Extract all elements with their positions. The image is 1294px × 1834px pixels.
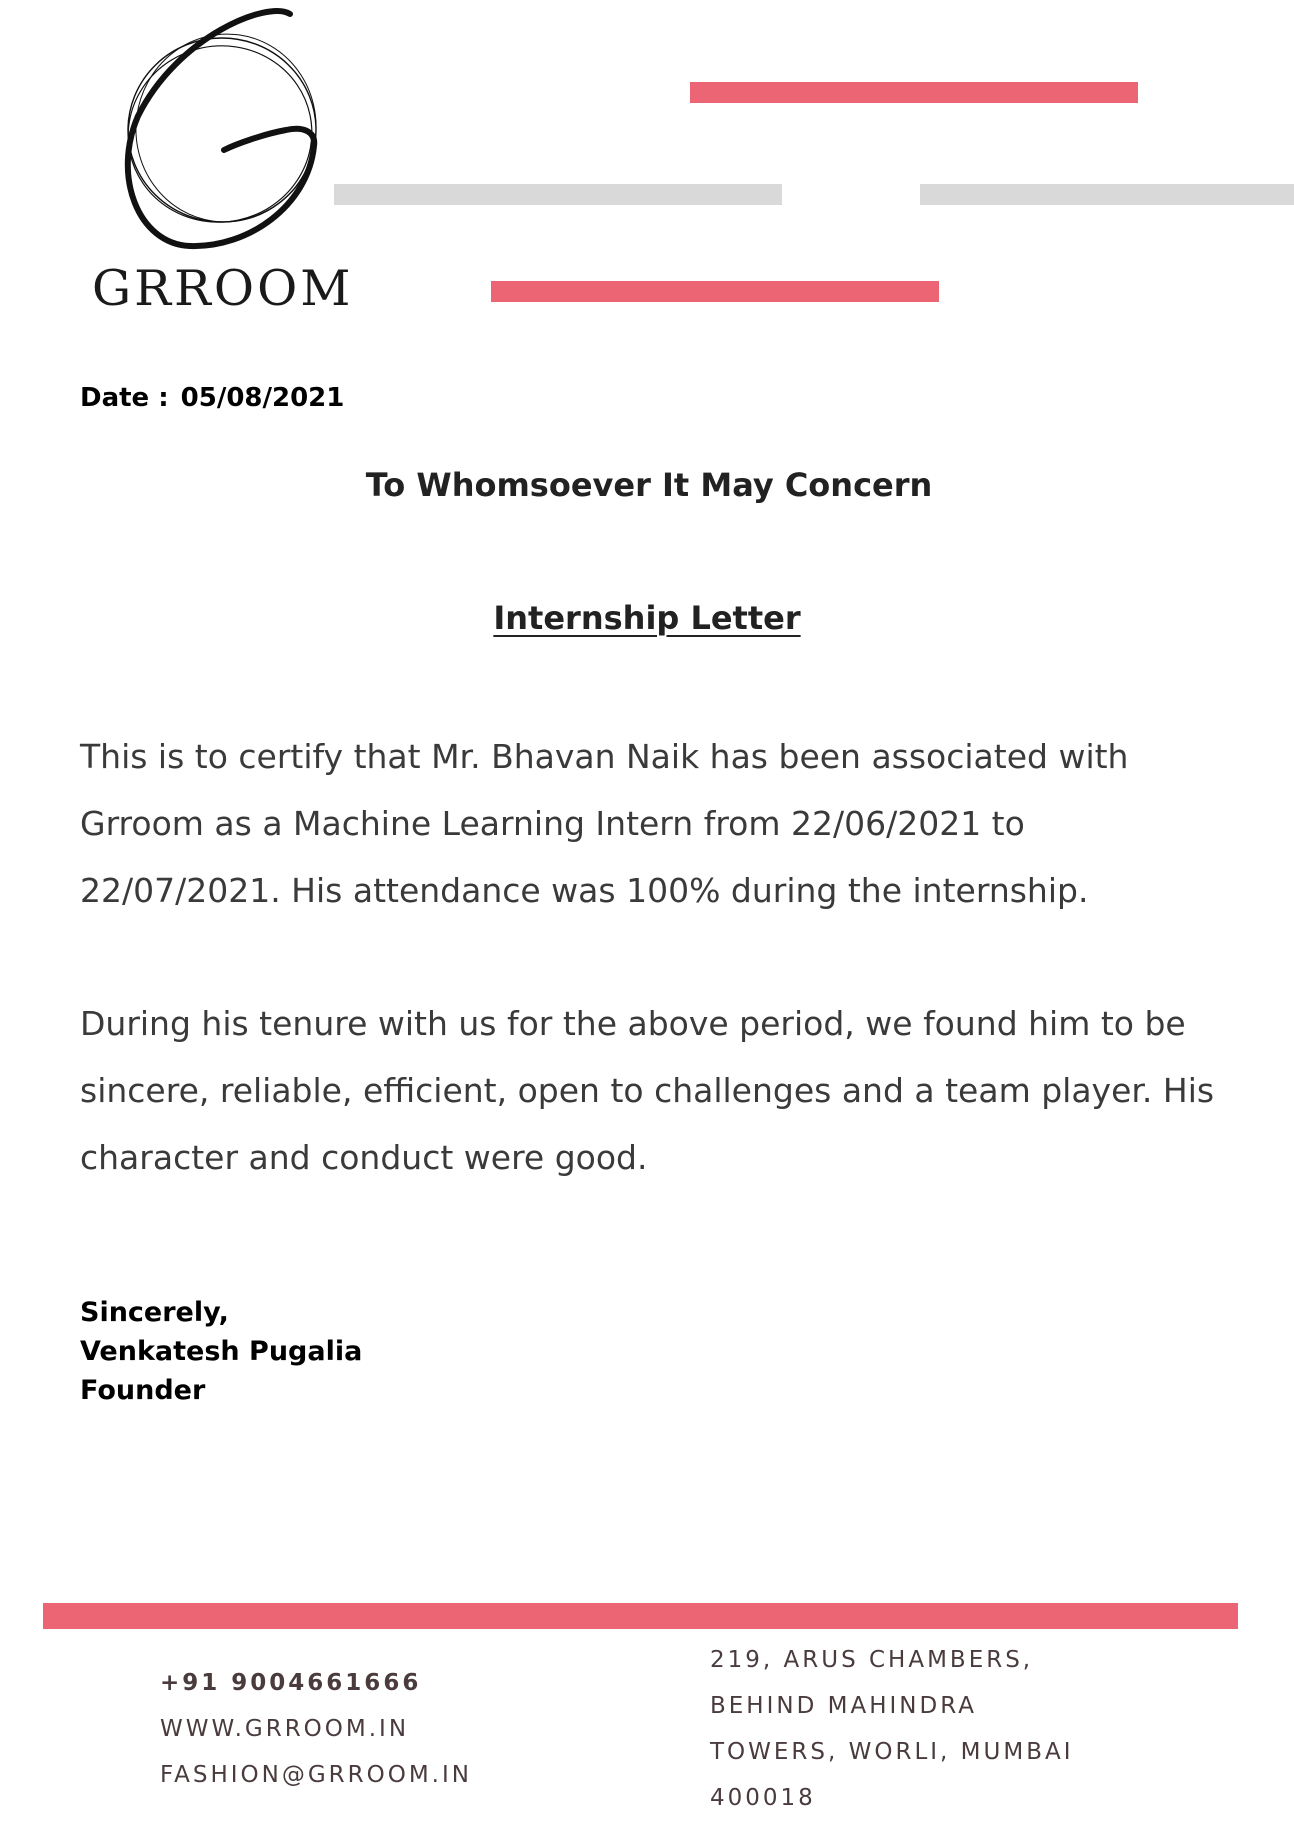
letter-title-text: Internship Letter: [493, 599, 801, 637]
address-line-1: 219, ARUS CHAMBERS,: [710, 1647, 1034, 1673]
brand-logo-mark: [118, 6, 340, 256]
header-bar-grey-left: [334, 184, 782, 205]
address-line-4: 400018: [710, 1785, 816, 1811]
letter-title: [0, 599, 1294, 637]
signatory-title: Founder: [80, 1375, 206, 1406]
closing-text: Sincerely,: [80, 1297, 229, 1328]
date-value: 05/08/2021: [180, 383, 345, 413]
footer-bar: [43, 1603, 1238, 1629]
footer-address: [710, 1637, 1074, 1821]
date-label: Date :: [80, 383, 169, 413]
address-line-3: TOWERS, WORLI, MUMBAI: [710, 1739, 1074, 1765]
letter-date: [80, 383, 344, 413]
footer-phone: +91 9004661666: [160, 1670, 422, 1696]
footer-contact: [160, 1660, 472, 1798]
header-bar-pink-bottom: [491, 281, 939, 302]
footer-email: FASHION@GRROOM.IN: [160, 1762, 472, 1788]
header-bar-grey-right: [920, 184, 1294, 205]
signatory-name: Venkatesh Pugalia: [80, 1336, 363, 1367]
brand-wordmark: GRROOM: [92, 260, 354, 317]
address-line-2: BEHIND MAHINDRA: [710, 1693, 977, 1719]
footer-website: WWW.GRROOM.IN: [160, 1716, 410, 1742]
salutation-text: To Whomsoever It May Concern: [365, 466, 933, 504]
header-bar-pink-top: [690, 82, 1138, 103]
letter-paragraph-1: This is to certify that Mr. Bhavan Naik has been associated with Grroom as a Machine Learning Intern from 22/06/2021 to 22/07/2021. His attendance was 100% during the internship.: [80, 737, 1129, 910]
letter-signoff: [80, 1293, 362, 1410]
letter-paragraph-2: During his tenure with us for the above period, we found him to be sincere, reliable, efficient, open to challenges and a team player. His character and conduct were good.: [80, 1004, 1215, 1177]
letter-salutation: [0, 466, 1294, 504]
